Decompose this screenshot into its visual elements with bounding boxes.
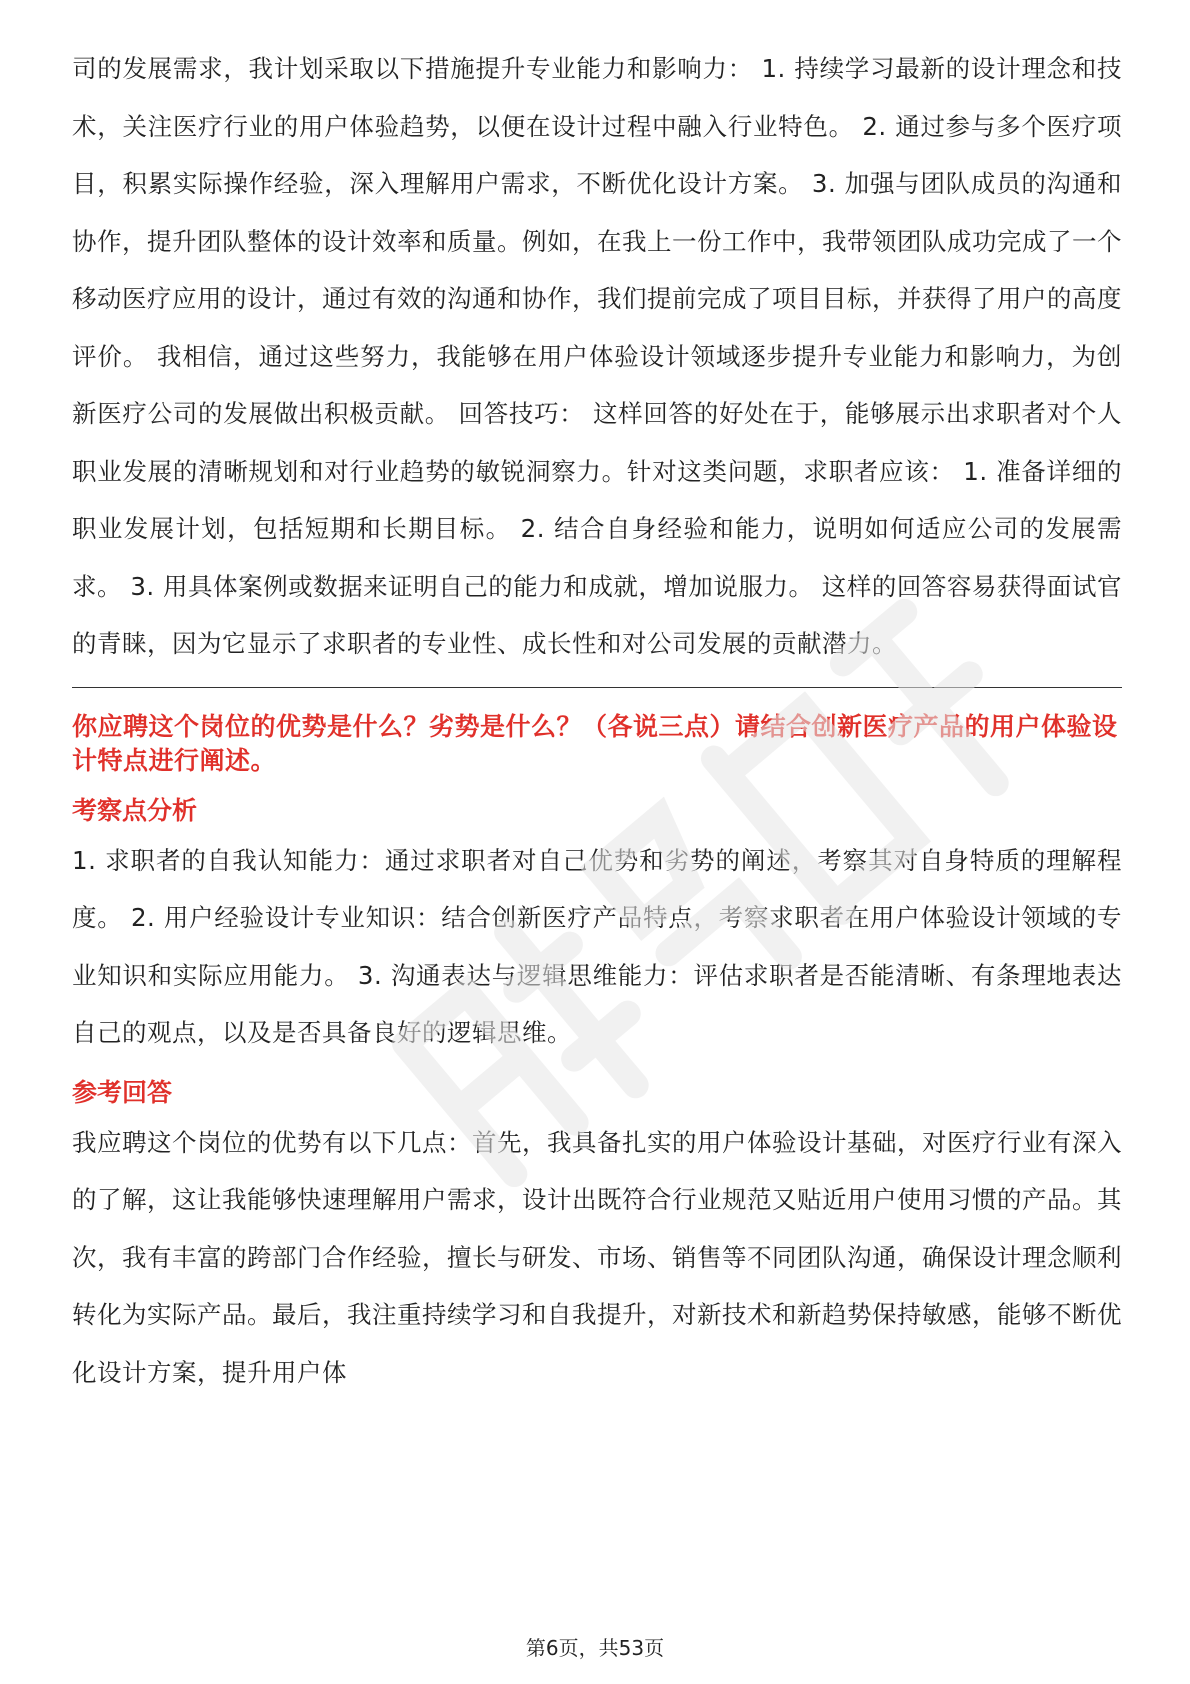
document-page [72, 40, 1122, 1415]
reference-body: 我应聘这个岗位的优势有以下几点：首先，我具备扎实的用户体验设计基础，对医疗行业有深入的了解，这让我能够快速理解用户需求，设计出既符合行业规范又贴近用户使用习惯的产品。其次，我有丰富的跨部门合作经验，擅长与研发、市场、销售等不同团队沟通，确保设计理念顺利转化为实际产品。最后，我注重持续学习和自我提升，对新技术和新趋势保持敏感，能够不断优化设计方案，提升用户体 [72, 1127, 1122, 1387]
reference-heading: 参考回答 [72, 1077, 173, 1107]
analysis-body: 1. 求职者的自我认知能力：通过求职者对自己优势和劣势的阐述，考察其对自身特质的理解程度。 2. 用户经验设计专业知识：结合创新医疗产品特点，考察求职者在用户体验设计领域的专业知识和实际应用能力。 3. 沟通表达与逻辑思维能力：评估求职者是否能清晰、有条理地表达自己的观点，以及是否具备良好的逻辑思维。 [72, 845, 1122, 1047]
page-footer: 第6页，共53页 [525, 1636, 665, 1660]
analysis-section [72, 794, 1122, 1062]
section-divider [72, 687, 1122, 688]
intro-paragraph: 司的发展需求，我计划采取以下措施提升专业能力和影响力： 1. 持续学习最新的设计理念和技术，关注医疗行业的用户体验趋势，以便在设计过程中融入行业特色。 2. 通过参与多个医疗项目，积累实际操作经验，深入理解用户需求，不断优化设计方案。 3. 加强与团队成员的沟通和协作，提升团队整体的设计效率和质量。例如，在我上一份工作中，我带领团队成功完成了一个移动医疗应用的设计，通过有效的沟通和协作，我们提前完成了项目目标，并获得了用户的高度评价。 我相信，通过这些努力，我能够在用户体验设计领域逐步提升专业能力和影响力，为创新医疗公司的发展做出积极贡献。 回答技巧： 这样回答的好处在于，能够展示出求职者对个人职业发展的清晰规划和对行业趋势的敏锐洞察力。针对这类问题，求职者应该： 1. 准备详细的职业发展计划，包括短期和长期目标。 2. 结合自身经验和能力，说明如何适应公司的发展需求。 3. 用具体案例或数据来证明自己的能力和成就，增加说服力。 这样的回答容易获得面试官的青睐，因为它显示了求职者的专业性、成长性和对公司发展的贡献潜力。 [72, 54, 1122, 658]
question-title: 你应聘这个岗位的优势是什么？劣势是什么？（各说三点）请结合创新医疗产品的用户体验设计特点进行阐述。 [72, 711, 1118, 775]
analysis-heading: 考察点分析 [72, 795, 198, 825]
reference-section [72, 1076, 1122, 1402]
